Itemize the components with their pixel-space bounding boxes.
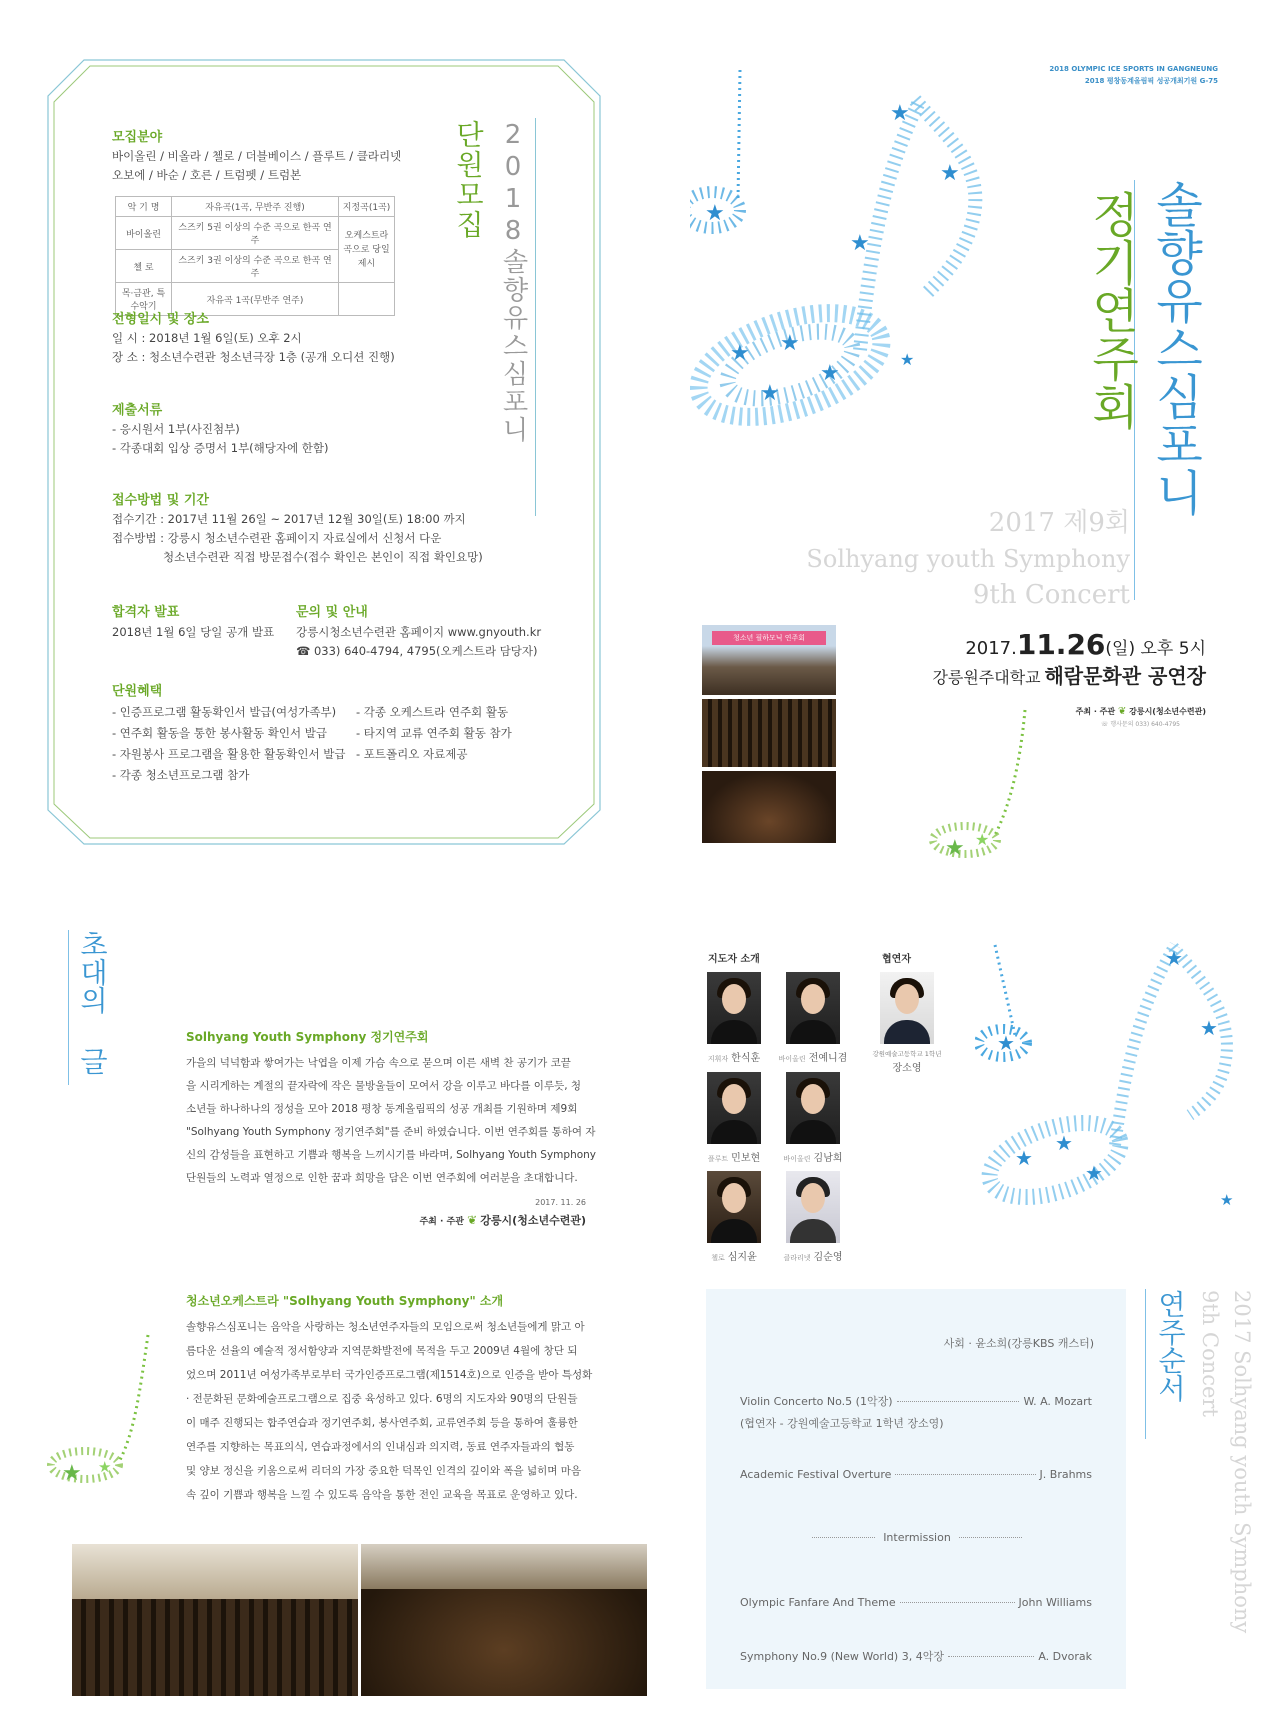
instructor-photo: [786, 1072, 840, 1144]
intermission: [812, 1531, 1022, 1544]
documents-heading: 제출서류: [112, 403, 163, 418]
table-cell: 스즈키 5권 이상의 수준 곡으로 한곡 연주: [172, 217, 339, 250]
schedule-line-1: 일 시 : 2018년 1월 6일(토) 오후 2시: [112, 331, 302, 345]
svg-text:★: ★: [997, 1031, 1015, 1055]
contact-line-1: 강릉시청소년수련관 홈페이지 www.gnyouth.kr: [296, 625, 542, 639]
svg-text:★: ★: [1015, 1146, 1033, 1170]
svg-text:★: ★: [62, 1461, 82, 1486]
program-title: 연주순서: [1154, 1290, 1187, 1402]
instructor-photo: [707, 1171, 761, 1243]
table-cell: 자유곡 1곡(무반주 연주): [172, 283, 339, 316]
host-label: 주최 · 주관: [1075, 707, 1116, 716]
leaf-logo-icon: ❦: [467, 1213, 478, 1227]
music-note-icon: [690, 60, 1010, 460]
svg-text:★: ★: [1165, 946, 1183, 970]
apply-line-3: 청소년수련관 직접 방문접수(접수 확인은 본인이 직접 확인요망): [163, 550, 483, 564]
invite-title: 초대의 글: [76, 930, 109, 1075]
intro-line-5: 이 매주 진행되는 합주연습과 정기연주회, 봉사연주회, 교류연주회 등을 통하여 훌륭한: [186, 1417, 578, 1429]
table-cell: 목·금관, 특수악기: [116, 283, 172, 316]
collab-school: 강원예술고등학교 1학년: [872, 1050, 942, 1058]
program-piece: Symphony No.9 (New World) 3, 4악장: [740, 1650, 944, 1663]
orchestra-photo-1: [702, 699, 836, 767]
orchestra-photo-3: [72, 1544, 358, 1696]
host-org: 강릉시(청소년수련관): [1129, 707, 1206, 716]
apply-line-2: 접수방법 : 강릉시 청소년수련관 홈페이지 자료실에서 신청서 다운: [112, 531, 442, 545]
instructor-caption: 첼로 심지윤: [711, 1252, 757, 1263]
program-piece: Olympic Fanfare And Theme: [740, 1596, 896, 1609]
audition-table: [115, 196, 395, 316]
benefit-left-2: - 연주회 활동을 통한 봉사활동 확인서 발급: [112, 726, 327, 740]
table-header: 지정곡(1곡): [339, 197, 395, 217]
svg-text:★: ★: [98, 1458, 112, 1476]
outdoor-concert-photo: [702, 625, 836, 695]
field-heading: 모집분야: [112, 130, 163, 145]
intermission-label: Intermission: [883, 1531, 951, 1544]
apply-line-1: 접수기간 : 2017년 11월 26일 ~ 2017년 12월 30일(토) 18:00 까지: [112, 512, 466, 526]
table-cell: 첼 로: [116, 250, 172, 283]
intro-line-8: 속 깊이 기쁨과 행복을 느낄 수 있도록 음악을 통한 전인 교육을 목표로 운영하고 있다.: [186, 1489, 578, 1501]
host-org: 강릉시(청소년수련관): [480, 1214, 586, 1227]
invite-line-2: 을 시리게하는 계절의 끝자락에 작은 물방울들이 모여서 강을 이루고 바다를 이루듯, 청: [186, 1080, 582, 1092]
ghost-line-2: Solhyang youth Symphony: [806, 545, 1130, 573]
host-sub: ☏ 행사문의 033) 640-4795: [1100, 721, 1180, 728]
benefit-right-1: - 각종 오케스트라 연주회 활동: [356, 705, 509, 719]
intro-line-2: 름다운 선율의 예술적 정서함양과 지역문화발전에 목적을 두고 2009년 4월에 창단 되: [186, 1345, 578, 1357]
field-line-1: 바이올린 / 비올라 / 첼로 / 더블베이스 / 플루트 / 클라리넷: [112, 149, 402, 163]
benefit-right-3: - 포트폴리오 자료제공: [356, 747, 468, 761]
svg-text:★: ★: [1220, 1191, 1234, 1209]
svg-text:★: ★: [1055, 1131, 1073, 1155]
instructor-caption: 클라리넷 김순영: [783, 1252, 843, 1263]
program-mc: 사회 · 윤소희(강릉KBS 캐스터): [943, 1337, 1094, 1350]
intro-line-1: 솔향유스심포니는 음악을 사랑하는 청소년연주자들의 모임으로써 청소년들에게 맑고 아: [186, 1321, 585, 1333]
invite-line-5: 신의 감성들을 표현하고 기쁨과 행복을 느끼시기를 바라며, Solhyang Youth Symphony: [186, 1149, 597, 1161]
olympic-en: 2018 OLYMPIC ICE SPORTS IN GANGNEUNG: [1049, 65, 1218, 73]
documents-line-1: - 응시원서 1부(사진첨부): [112, 422, 240, 436]
date-big: 11.26: [1016, 628, 1106, 661]
instructor-photo: [786, 1171, 840, 1243]
apply-heading: 접수방법 및 기간: [112, 493, 209, 508]
table-cell: 스즈키 3권 이상의 수준 곡으로 한곡 연주: [172, 250, 339, 283]
schedule-heading: 전형일시 및 장소: [112, 312, 209, 327]
result-heading: 합격자 발표: [112, 605, 180, 620]
table-header: 악 기 명: [116, 197, 172, 217]
svg-text:★: ★: [900, 350, 915, 369]
documents-line-2: - 각종대회 입상 증명서 1부(해당자에 한함): [112, 441, 329, 455]
instructor-caption: 바이올린 전예니겸: [778, 1053, 848, 1064]
invite-date: 2017. 11. 26: [535, 1198, 586, 1207]
invite-line-6: 단원들의 노력과 열정으로 인한 꿈과 희망을 담은 이번 연주회에 여러분을 초대합니다.: [186, 1172, 578, 1184]
program-item: [740, 1596, 1092, 1609]
invite-line-1: 가을의 넉넉함과 쌓여가는 낙엽을 이제 가슴 속으로 묻으며 이른 새벽 찬 공기가 코끝: [186, 1057, 571, 1069]
instructor-photo: [786, 972, 840, 1044]
benefit-left-1: - 인증프로그램 활동확인서 발급(여성가족부): [112, 705, 337, 719]
benefit-right-2: - 타지역 교류 연주회 활동 참가: [356, 726, 512, 740]
cover-host: [1040, 706, 1206, 717]
small-note-icon: [925, 705, 1045, 865]
invite-host: [380, 1212, 586, 1228]
table-header-row: [116, 197, 395, 217]
schedule-line-2: 장 소 : 청소년수련관 청소년극장 1층 (공개 오디션 진행): [112, 350, 395, 364]
svg-text:★: ★: [850, 231, 870, 256]
intro-line-6: 연주를 지향하는 목표의식, 연습과정에서의 인내심과 의지력, 동료 연주자들과의 협동: [186, 1441, 575, 1453]
svg-text:★: ★: [780, 331, 800, 356]
recruit-subtitle: 2018솔향유스심포니: [498, 120, 528, 444]
music-note-icon-2: [975, 925, 1265, 1225]
svg-text:★: ★: [975, 830, 990, 849]
program-composer: John Williams: [1018, 1596, 1092, 1609]
benefits-heading: 단원혜택: [112, 684, 163, 699]
intro-line-7: 및 양보 정신을 키움으로써 리더의 가장 중요한 덕목인 인격의 깊이와 폭을 넓히며 마음: [186, 1465, 582, 1477]
recruit-title: 단원모집: [452, 120, 485, 240]
program-title-line: [1145, 1289, 1146, 1439]
leaf-logo-icon: ❦: [1117, 706, 1127, 717]
orchestra-photo-2: [702, 771, 836, 843]
instructor-photo: [707, 972, 761, 1044]
concert-venue: [880, 660, 1206, 689]
instructor-caption: 지휘자 한식훈: [707, 1053, 761, 1064]
concert-date: [900, 628, 1206, 661]
program-composer: A. Dvorak: [1038, 1650, 1092, 1663]
ghost-line-1: 2017 제9회: [988, 508, 1130, 538]
svg-text:★: ★: [730, 341, 750, 366]
intro-line-4: · 전문화된 문화예술프로그램으로 집중 육성하고 있다. 6명의 지도자와 90명의 단원들: [186, 1393, 578, 1405]
invite-title-line: [68, 930, 69, 1085]
date-prefix: 2017.: [965, 638, 1017, 659]
collab-photo: [880, 972, 934, 1044]
svg-text:★: ★: [1085, 1161, 1103, 1185]
ghost-line-3: 9th Concert: [972, 580, 1130, 610]
cover-title-2: 정기연주회: [1083, 190, 1139, 430]
svg-text:★: ★: [820, 361, 840, 386]
orchestra-photo-4: [361, 1544, 647, 1696]
contact-line-2: ☎ 033) 640-4794, 4795(오케스트라 담당자): [296, 644, 538, 658]
result-line: 2018년 1월 6일 당일 공개 발표: [112, 625, 275, 639]
field-line-2: 오보에 / 바순 / 호른 / 트럼펫 / 트럼본: [112, 168, 302, 182]
svg-text:★: ★: [940, 161, 960, 186]
invite-line-4: "Solhyang Youth Symphony 정기연주회"를 준비 하였습니다. 이번 연주회를 통하여 자: [186, 1126, 596, 1138]
program-composer: J. Brahms: [1039, 1468, 1092, 1481]
banner-text: 청소년 필하모닉 연주회: [712, 631, 826, 645]
program-item: [740, 1393, 1092, 1409]
instructors-heading: 지도자 소개: [708, 954, 760, 965]
olympic-ko: 2018 평창동계올림픽 성공개최기원 G-75: [1084, 77, 1218, 85]
instructor-photo: [707, 1072, 761, 1144]
table-row: [116, 217, 395, 250]
intro-heading: 청소년오케스트라 "Solhyang Youth Symphony" 소개: [186, 1294, 504, 1308]
program-piece: Academic Festival Overture: [740, 1468, 892, 1481]
program-ghost-1: 2017 Solhyang youth Symphony: [1230, 1290, 1254, 1634]
svg-text:★: ★: [1200, 1016, 1218, 1040]
svg-text:★: ★: [705, 201, 725, 226]
svg-text:★: ★: [945, 836, 965, 861]
invite-heading: Solhyang Youth Symphony 정기연주회: [186, 1030, 429, 1044]
program-note: (협연자 - 강원예술고등학교 1학년 장소영): [740, 1417, 944, 1430]
collab-heading: 협연자: [882, 954, 911, 965]
program-piece: Violin Concerto No.5 (1악장): [740, 1395, 893, 1408]
program-item: [740, 1648, 1092, 1664]
collab-name: 장소영: [892, 1063, 922, 1074]
invite-line-3: 소년들 하나하나의 정성을 모아 2018 평창 동계올림픽의 성공 개최를 기원하며 제9회: [186, 1103, 578, 1115]
date-suffix: (일) 오후 5시: [1105, 639, 1206, 659]
green-note-icon: [40, 1330, 160, 1490]
program-composer: W. A. Mozart: [1023, 1395, 1092, 1408]
intro-line-3: 었으며 2011년 여성가족부로부터 국가인증프로그램(제1514호)으로 인증을 받아 특성화: [186, 1369, 593, 1381]
svg-text:★: ★: [890, 101, 910, 126]
instructor-caption: 바이올린 김남희: [783, 1153, 843, 1164]
benefit-left-3: - 자원봉사 프로그램을 활용한 활동확인서 발급: [112, 747, 346, 761]
contact-heading: 문의 및 안내: [296, 605, 368, 620]
host-label: 주최 · 주관: [419, 1217, 464, 1227]
table-cell: 바이올린: [116, 217, 172, 250]
table-cell-merged: 오케스트라 곡으로 당일 제시: [339, 217, 395, 283]
svg-text:★: ★: [760, 381, 780, 406]
instructor-caption: 플루트 민보현: [707, 1153, 761, 1164]
venue-small: 강릉원주대학교: [932, 668, 1041, 687]
benefit-left-4: - 각종 청소년프로그램 참가: [112, 768, 250, 782]
program-item: [740, 1468, 1092, 1481]
recruit-divider: [535, 118, 536, 516]
table-header: 자유곡(1곡, 무반주 진행): [172, 197, 339, 217]
cover-title-1: 솔향유스심포니: [1147, 180, 1203, 516]
venue-big: 해람문화관 공연장: [1044, 664, 1206, 688]
program-ghost-2: 9th Concert: [1198, 1290, 1222, 1417]
